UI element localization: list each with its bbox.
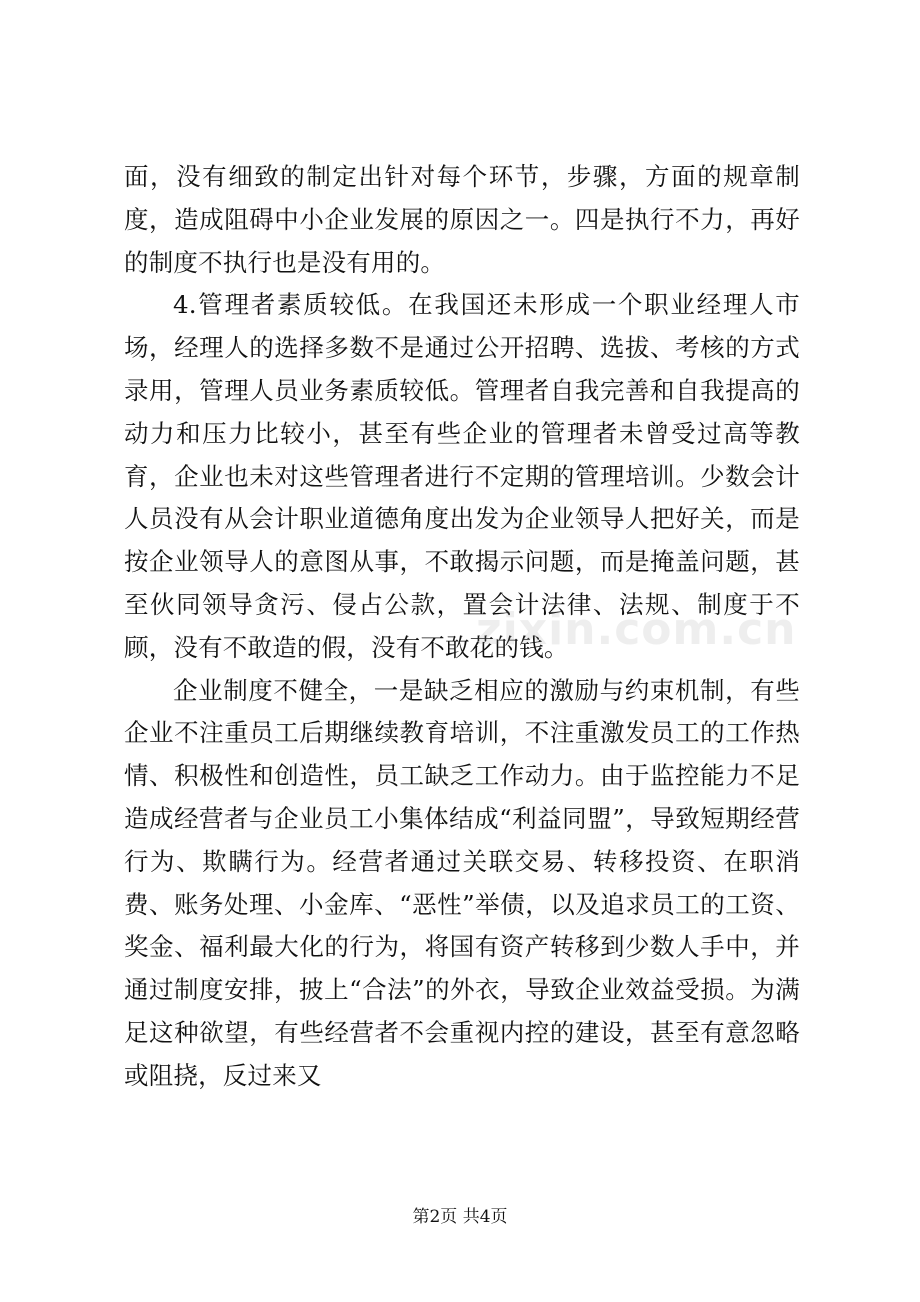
page-footer: 第2页 共4页 bbox=[412, 1207, 508, 1227]
paragraph-point-4: 4.管理者素质较低。在我国还未形成一个职业经理人市场，经理人的选择多数不是通过公开招聘、选拔、考核的方式录用，管理人员业务素质较低。管理者自我完善和自我提高的动力和压力比较小，甚至有些企业的管理者未曾受过高等教育，企业也未对这些管理者进行不定期的管理培训。少数会计人员没有从会计职业道德角度出发为企业领导人把好关，而是按企业领导人的意图从事，不敢揭示问题，而是掩盖问题，甚至伙同领导贪污、侵占公款，置会计法律、法规、制度于不顾，没有不敢造的假，没有不敢花的钱。 bbox=[124, 290, 800, 662]
paragraph-continuation: 面，没有细致的制定出针对每个环节，步骤，方面的规章制度，造成阻碍中小企业发展的原因之一。四是执行不力，再好的制度不执行也是没有用的。 bbox=[124, 162, 800, 277]
watermark: zixin.com.cn bbox=[476, 604, 797, 655]
paragraph-system-defects: 企业制度不健全，一是缺乏相应的激励与约束机制，有些企业不注重员工后期继续教育培训，不注重激发员工的工作热情、积极性和创造性，员工缺乏工作动力。由于监控能力不足造成经营者与企业员工小集体结成“利益同盟”，导致短期经营行为、欺瞒行为。经营者通过关联交易、转移投资、在职消费、账务处理、小金库、“恶性”举债，以及追求员工的工资、奖金、福利最大化的行为，将国有资产转移到少数人手中，并通过制度安排，披上“合法”的外衣，导致企业效益受损。为满足这种欲望，有些经营者不会重视内控的建设，甚至有意忽略或阻挠，反过来又 bbox=[124, 675, 800, 1090]
